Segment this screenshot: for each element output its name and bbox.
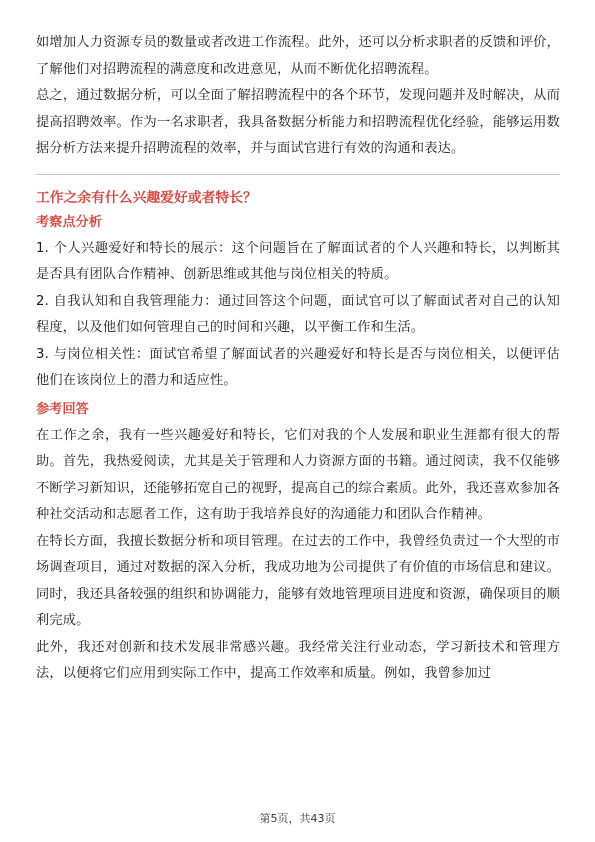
reference-paragraph-2: 在特长方面，我擅长数据分析和项目管理。在过去的工作中，我曾经负责过一个大型的市场调查项目，通过对数据的深入分析，我成功地为公司提供了有价值的市场信息和建议。同时，我还具备较强的组织和协调能力，能够有效地管理项目进度和资源，确保项目的顺利完成。 <box>36 533 560 628</box>
section-divider <box>36 174 560 175</box>
reference-answer-heading: 参考回答 <box>36 401 89 417</box>
analysis-heading: 考察点分析 <box>36 214 102 230</box>
reference-paragraph-3: 此外，我还对创新和技术发展非常感兴趣。我经常关注行业动态，学习新技术和管理方法，以便将它们应用到实际工作中，提高工作效率和质量。例如，我曾参加过 <box>36 639 560 681</box>
analysis-item-1: 1. 个人兴趣爱好和特长的展示：这个问题旨在了解面试者的个人兴趣和特长，以判断其是否具有团队合作精神、创新思维或其他与岗位相关的特质。 <box>36 240 560 282</box>
page-content <box>36 30 560 688</box>
reference-paragraph-1: 在工作之余，我有一些兴趣爱好和特长，它们对我的个人发展和职业生涯都有很大的帮助。首先，我热爱阅读，尤其是关于管理和人力资源方面的书籍。通过阅读，我不仅能够不断学习新知识，还能够拓宽自己的视野，提高自己的综合素质。此外，我还喜欢参加各种社交活动和志愿者工作，这有助于我培养良好的沟通能力和团队合作精神。 <box>36 427 560 522</box>
intro-paragraph-1: 如增加人力资源专员的数量或者改进工作流程。此外，还可以分析求职者的反馈和评价，了解他们对招聘流程的满意度和改进意见，从而不断优化招聘流程。 <box>36 35 560 77</box>
interview-question: 工作之余有什么兴趣爱好或者特长？ <box>36 189 257 206</box>
analysis-item-3: 3. 与岗位相关性：面试官希望了解面试者的兴趣爱好和特长是否与岗位相关，以便评估他们在该岗位上的潜力和适应性。 <box>36 346 560 388</box>
analysis-item-2: 2. 自我认知和自我管理能力：通过回答这个问题，面试官可以了解面试者对自己的认知程度，以及他们如何管理自己的时间和兴趣，以平衡工作和生活。 <box>36 293 560 335</box>
intro-paragraph-2: 总之，通过数据分析，可以全面了解招聘流程中的各个环节，发现问题并及时解决，从而提高招聘效率。作为一名求职者，我具备数据分析能力和招聘流程优化经验，能够运用数据分析方法来提升招聘流程的效率，并与面试官进行有效的沟通和表达。 <box>36 88 560 156</box>
page-number-footer: 第5页，共43页 <box>259 812 336 825</box>
